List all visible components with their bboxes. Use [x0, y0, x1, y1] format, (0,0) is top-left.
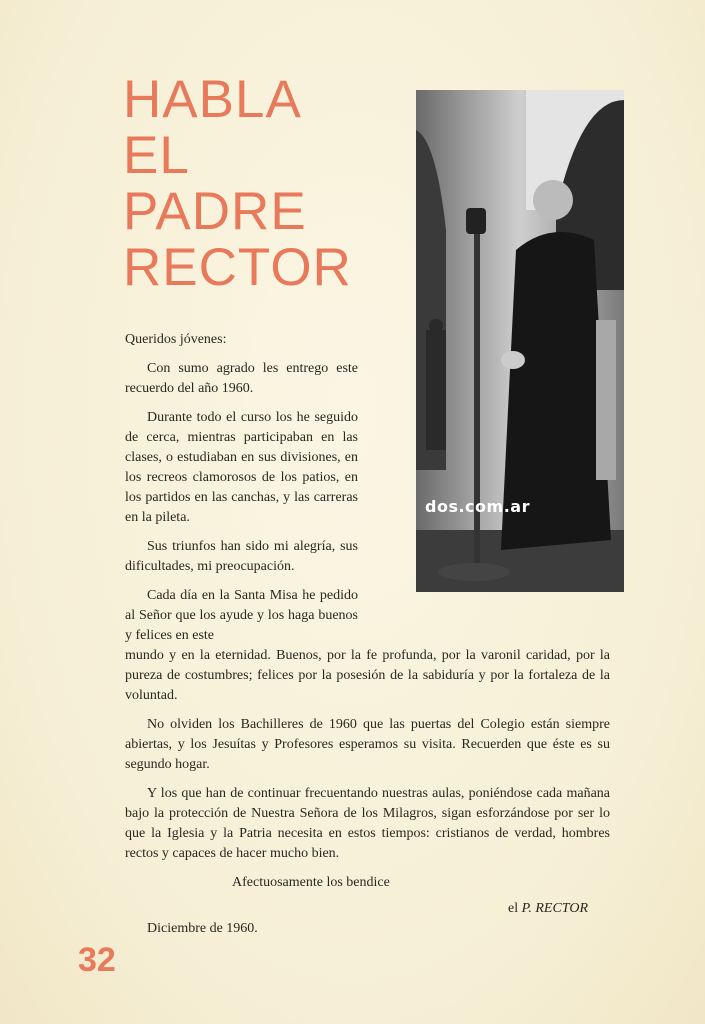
letter-body-narrow — [125, 330, 358, 646]
signature-prefix: el — [508, 901, 519, 916]
title-line: PADRE — [123, 182, 307, 241]
paragraph: Durante todo el curso los he seguido de cerca, mientras participaban en las clases, o estudiaban en sus divisiones, en los recreos clamorosos de los patios, en los partidos en las canchas, y las carreras en la pileta. — [125, 410, 358, 525]
letter-body — [125, 330, 610, 939]
paragraph: Sus triunfos han sido mi alegría, sus dificultades, mi preocupación. — [125, 539, 358, 574]
paragraph: Cada día en la Santa Misa he pedido al Señor que los ayude y los haga buenos y felices en este — [125, 588, 358, 643]
signature-name: P. RECTOR — [521, 901, 588, 916]
title-line: HABLA — [123, 70, 302, 129]
watermark: dos.com.ar — [425, 497, 530, 516]
title-line: EL — [123, 126, 190, 185]
title-line: RECTOR — [123, 238, 352, 297]
paragraph: mundo y en la eternidad. Buenos, por la fe profunda, por la varonil caridad, por la pureza de costumbres; felices por la posesión de la sabiduría y por la fortaleza de la voluntad. — [125, 648, 610, 703]
closing: Afectuosamente los bendice — [232, 875, 390, 890]
paragraph: No olviden los Bachilleres de 1960 que las puertas del Colegio están siempre abiertas, y los Jesuítas y Profesores esperamos su visita. Recuerden que éste es su segundo hogar. — [125, 717, 610, 772]
paragraph: Y los que han de continuar frecuentando nuestras aulas, poniéndose cada mañana bajo la protección de Nuestra Señora de los Milagros, sigan esforzándose por ser lo que la Iglesia y la Patria necesita en estos tiempos: cristianos de verdad, hombres rectos y capaces de hacer mucho bien. — [125, 786, 610, 861]
date: Diciembre de 1960. — [147, 921, 258, 936]
page-number: 32 — [78, 941, 116, 979]
signature — [508, 899, 610, 919]
greeting: Queridos jóvenes: — [125, 332, 227, 347]
paragraph: Con sumo agrado les entrego este recuerdo del año 1960. — [125, 361, 358, 396]
page-title — [123, 72, 352, 296]
letter-body-wide — [125, 646, 610, 864]
